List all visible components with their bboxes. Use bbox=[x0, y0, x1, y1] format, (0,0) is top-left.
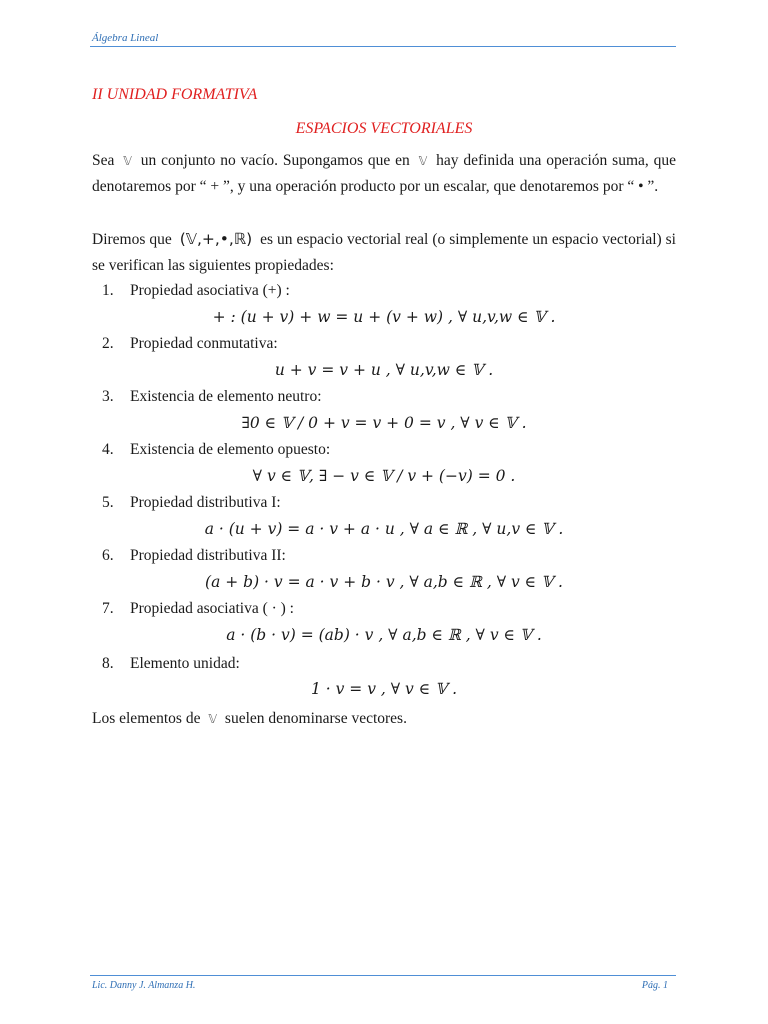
property-label: Propiedad distributiva II: bbox=[130, 547, 286, 564]
property-formula: a · (b · v) = (ab) · v , ∀ a,b ∈ ℝ , ∀ v ∈ 𝕍 . bbox=[226, 626, 542, 644]
vector-space-symbol: 𝕍 bbox=[418, 154, 428, 168]
footer-author: Lic. Danny J. Almanza H. bbox=[92, 980, 196, 991]
property-formula: + : (u + v) + w = u + (v + w) , ∀ u,v,w ∈ 𝕍 . bbox=[212, 308, 556, 326]
property-number: 7. bbox=[102, 600, 114, 617]
property-label: Propiedad asociativa (+) : bbox=[130, 282, 290, 299]
property-number: 3. bbox=[102, 388, 114, 405]
definition-paragraph bbox=[92, 226, 676, 279]
property-item bbox=[102, 655, 240, 673]
property-label: Propiedad distributiva I: bbox=[130, 494, 281, 511]
intro-text-b: un conjunto no vacío. Supongamos que en bbox=[140, 152, 410, 169]
property-formula: a · (u + v) = a · v + a · u , ∀ a ∈ ℝ , ∀ u,v ∈ 𝕍 . bbox=[204, 520, 564, 538]
property-number: 8. bbox=[102, 655, 114, 672]
property-formula: ∃0 ∈ 𝕍 / 0 + v = v + 0 = v , ∀ v ∈ 𝕍 . bbox=[241, 414, 527, 432]
property-number: 2. bbox=[102, 335, 114, 352]
property-item bbox=[102, 335, 278, 353]
vector-space-symbol: 𝕍 bbox=[208, 712, 218, 726]
property-formula: u + v = v + u , ∀ u,v,w ∈ 𝕍 . bbox=[274, 361, 494, 379]
definition-text-line2: vectorial) si se verifican las siguientes propiedades: bbox=[92, 231, 676, 274]
page-number: Pág. 1 bbox=[641, 980, 668, 991]
property-number: 5. bbox=[102, 494, 114, 511]
property-formula: (a + b) · v = a · v + b · v , ∀ a,b ∈ ℝ , ∀ v ∈ 𝕍 . bbox=[205, 573, 563, 591]
property-label: Existencia de elemento opuesto: bbox=[130, 441, 331, 458]
property-label: Elemento unidad: bbox=[130, 655, 240, 672]
property-item bbox=[102, 547, 286, 565]
closing-text-b: suelen denominarse vectores. bbox=[224, 710, 407, 727]
footer-divider bbox=[90, 975, 676, 976]
property-label: Propiedad asociativa ( · ) : bbox=[130, 600, 294, 617]
property-label: Propiedad conmutativa: bbox=[130, 335, 278, 352]
property-formula: ∀ v ∈ 𝕍, ∃ − v ∈ 𝕍 / v + (−v) = 0 . bbox=[252, 467, 516, 485]
closing-text-a: Los elementos de bbox=[92, 710, 201, 727]
header-title: Álgebra Lineal bbox=[92, 32, 159, 44]
property-number: 1. bbox=[102, 282, 114, 299]
section-title: ESPACIOS VECTORIALES bbox=[295, 120, 473, 137]
property-item bbox=[102, 494, 281, 512]
property-label: Existencia de elemento neutro: bbox=[130, 388, 322, 405]
property-item bbox=[102, 282, 290, 300]
header-divider bbox=[90, 46, 676, 47]
property-number: 4. bbox=[102, 441, 114, 458]
definition-text-b: es un espacio vectorial real (o simplemente un espacio bbox=[260, 231, 599, 248]
intro-paragraph bbox=[92, 148, 676, 200]
property-item bbox=[102, 441, 330, 459]
property-formula: 1 · v = v , ∀ v ∈ 𝕍 . bbox=[310, 680, 458, 698]
intro-text-c: hay definida una operación suma, bbox=[436, 152, 649, 169]
definition-tuple: (𝕍,+,•,ℝ) bbox=[179, 230, 253, 248]
intro-text-line2: que denotaremos por “ + ”, y una operación producto por un escalar, que denotaremos bbox=[92, 152, 677, 195]
closing-paragraph bbox=[92, 706, 676, 732]
definition-text-a: Diremos que bbox=[92, 231, 172, 248]
unit-title: II UNIDAD FORMATIVA bbox=[92, 86, 258, 103]
property-item bbox=[102, 388, 322, 406]
intro-text-a: Sea bbox=[92, 152, 115, 169]
intro-text-line3: por “ • ”. bbox=[602, 178, 659, 195]
property-item bbox=[102, 600, 294, 618]
vector-space-symbol: 𝕍 bbox=[123, 154, 132, 168]
property-number: 6. bbox=[102, 547, 114, 564]
